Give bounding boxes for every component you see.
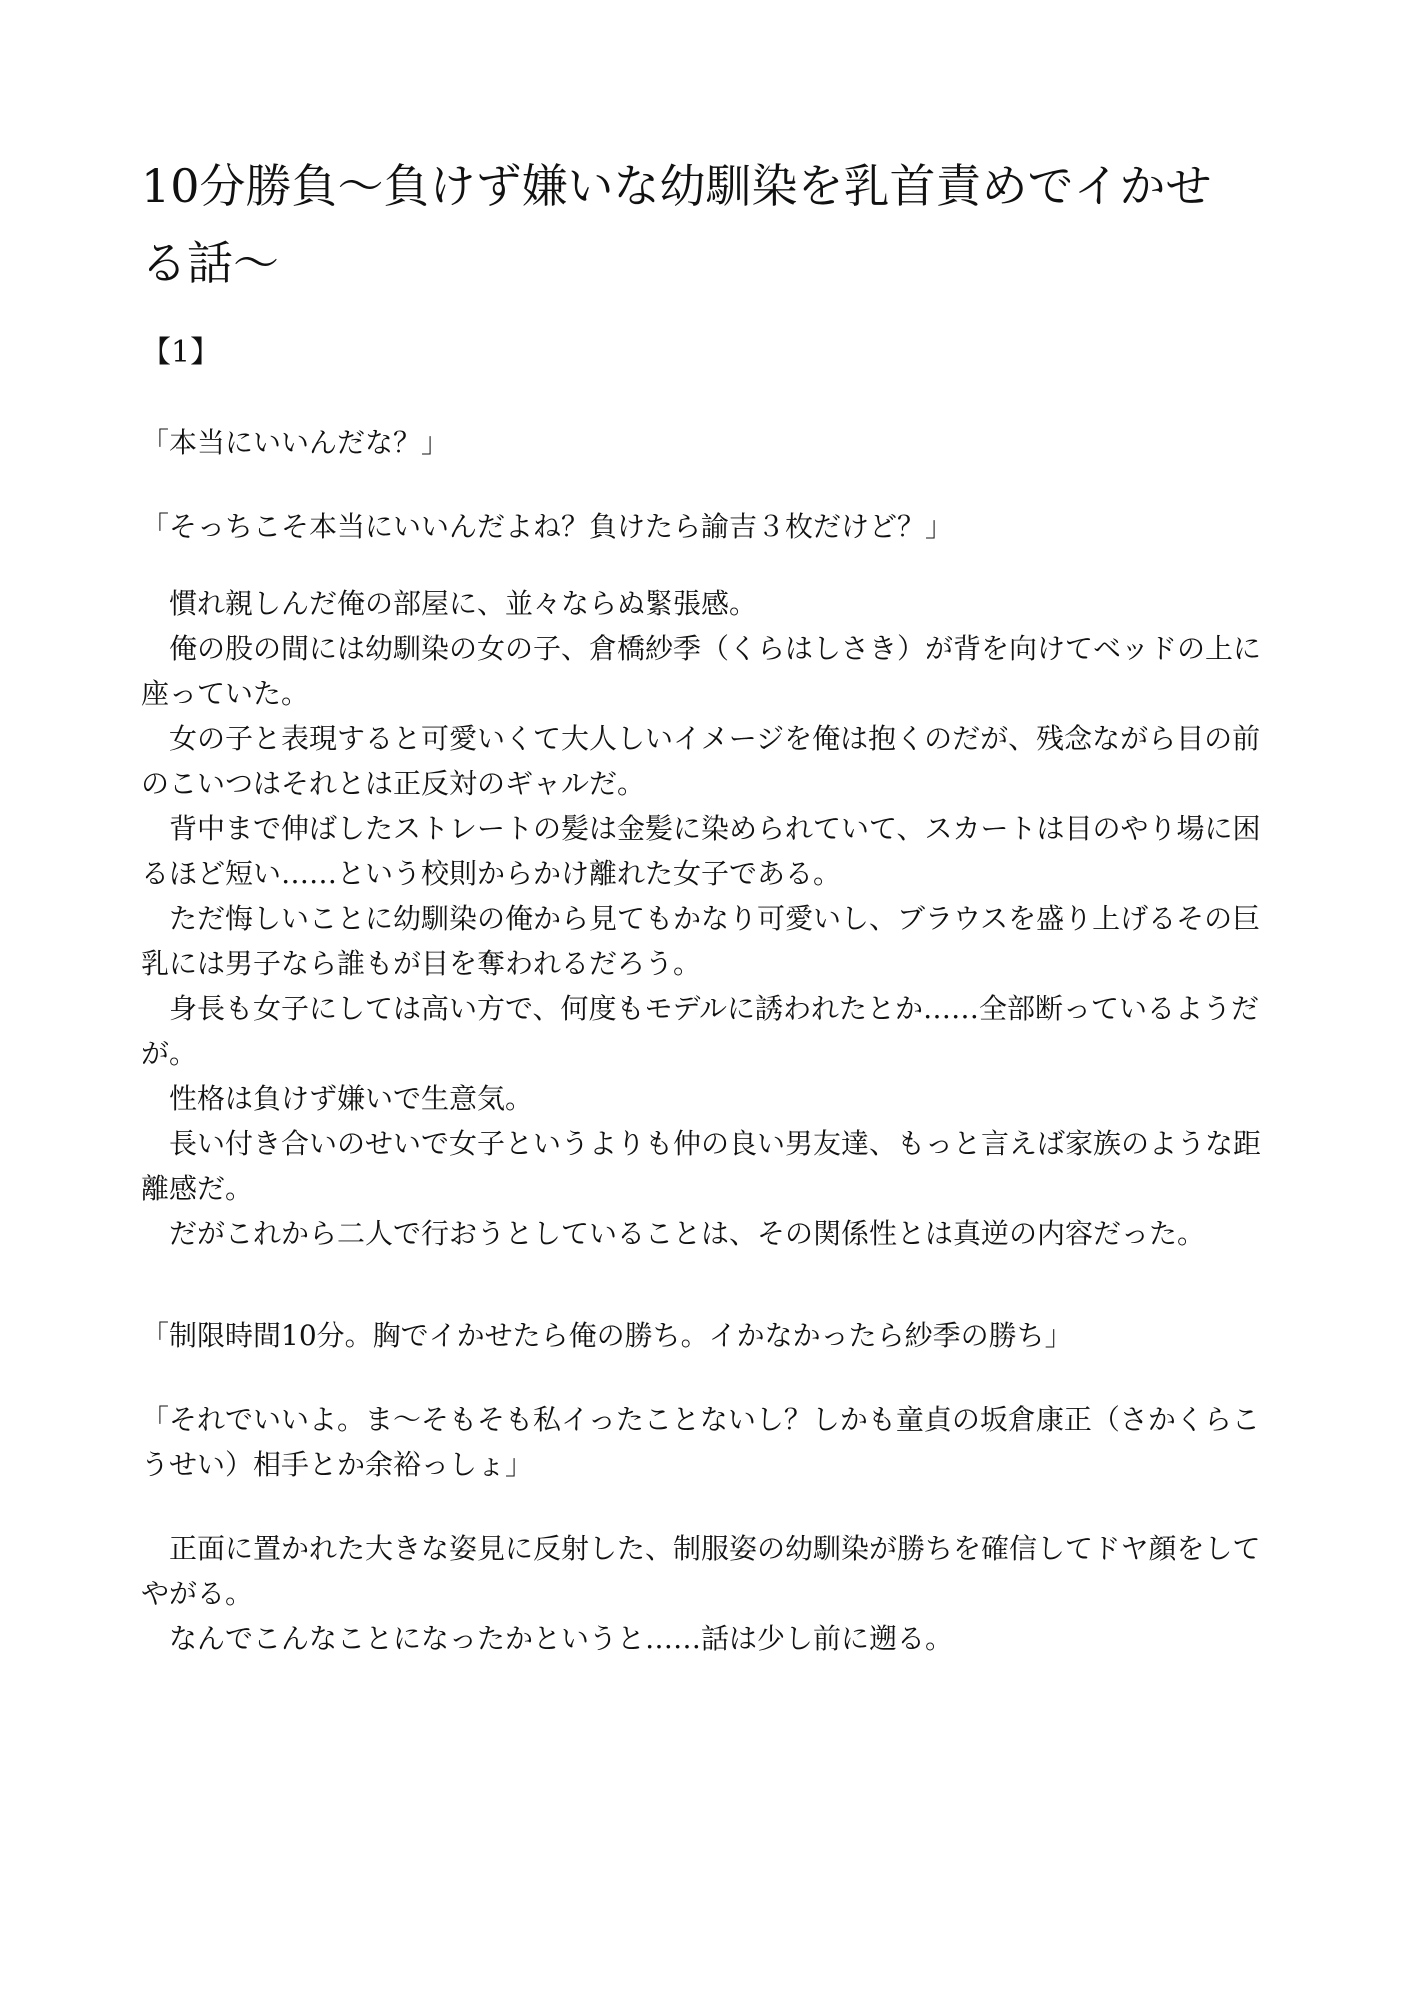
text-line: 慣れ親しんだ俺の部屋に、並々ならぬ緊張感。 [141, 587, 758, 620]
text-line: のこいつはそれとは正反対のギャルだ。 [141, 767, 646, 800]
text-line: うせい）相手とか余裕っしょ」 [141, 1448, 534, 1481]
text-line: 身長も女子にしては高い方で、何度もモデルに誘われたとか……全部断っているようだ [141, 992, 1260, 1025]
text-line: 性格は負けず嫌いで生意気。 [141, 1082, 534, 1115]
text-line: 正面に置かれた大きな姿見に反射した、制服姿の幼馴染が勝ちを確信してドヤ顔をして [141, 1532, 1261, 1565]
text-line: やがる。 [141, 1577, 254, 1610]
story-title [141, 148, 1291, 302]
text-line: 離感だ。 [141, 1172, 254, 1205]
dialogue-paragraph [141, 504, 1291, 549]
dialogue-paragraph [141, 1313, 1291, 1358]
text-line: 背中まで伸ばしたストレートの髪は金髪に染められていて、スカートは目のやり場に困 [141, 812, 1261, 845]
chapter-heading: 【1】 [141, 335, 221, 370]
title-line: 10分勝負〜負けず嫌いな幼馴染を乳首責めでイかせ [141, 159, 1212, 213]
text-line: ただ悔しいことに幼馴染の俺から見てもかなり可愛いし、ブラウスを盛り上げるその巨 [141, 902, 1261, 935]
text-line: 長い付き合いのせいで女子というよりも仲の良い男友達、もっと言えば家族のような距 [141, 1127, 1262, 1160]
text-line: るほど短い……という校則からかけ離れた女子である。 [141, 857, 842, 890]
text-line: 「本当にいいんだな？」 [141, 426, 450, 459]
text-line: 俺の股の間には幼馴染の女の子、倉橋紗季（くらはしさき）が背を向けてベッドの上に [141, 632, 1262, 665]
narration-paragraph [141, 581, 1291, 1256]
text-line: だがこれから二人で行おうとしていることは、その関係性とは真逆の内容だった。 [141, 1217, 1206, 1250]
text-line: 「制限時間10分。胸でイかせたら俺の勝ち。イかなかったら紗季の勝ち」 [141, 1319, 1073, 1352]
dialogue-paragraph [141, 420, 1291, 465]
dialogue-paragraph [141, 1397, 1291, 1487]
text-line: 乳には男子なら誰もが目を奪われるだろう。 [141, 947, 702, 980]
narration-paragraph [141, 1526, 1291, 1661]
title-line: る話〜 [141, 236, 279, 290]
text-line: 女の子と表現すると可愛いくて大人しいイメージを俺は抱くのだが、残念ながら目の前 [141, 722, 1261, 755]
text-line: なんでこんなことになったかというと……話は少し前に遡る。 [141, 1622, 954, 1655]
text-line: が。 [141, 1037, 198, 1070]
text-line: 「そっちこそ本当にいいんだよね？負けたら諭吉３枚だけど？」 [141, 510, 954, 543]
text-line: 座っていた。 [141, 677, 310, 710]
text-line: 「それでいいよ。ま〜そもそも私イったことないし？しかも童貞の坂倉康正（さかくらこ [141, 1403, 1260, 1436]
